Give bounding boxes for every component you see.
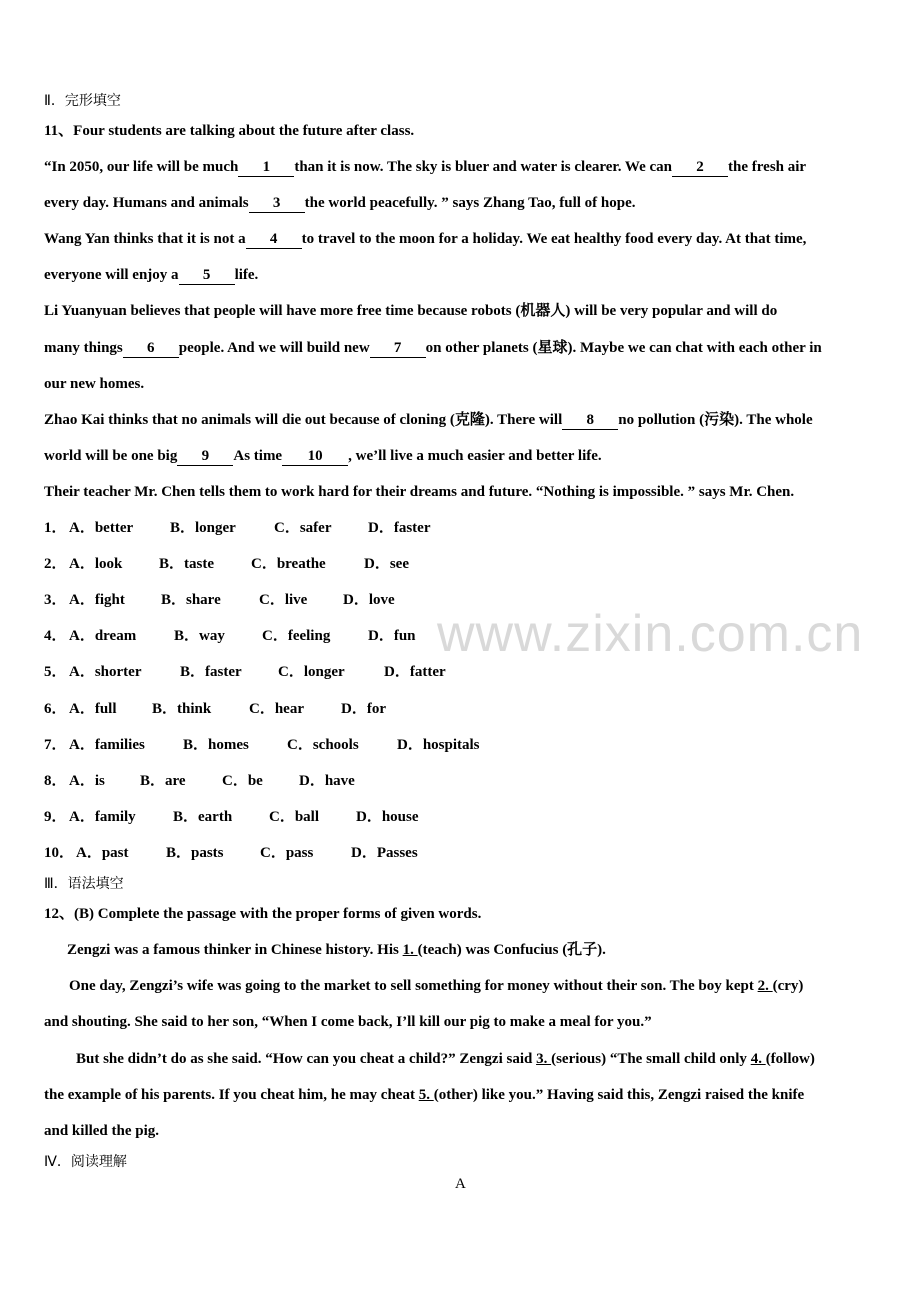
text: But she didn’t do as she said. “How can you cheat a child?” Zengzi said xyxy=(76,1051,537,1067)
grammar-blank-3: 3. xyxy=(536,1051,552,1067)
cloze-line-5: Li Yuanyuan believes that people will have more free time because robots (机器人) will be very popular and will do xyxy=(44,303,778,319)
grammar-blank-2: 2. xyxy=(757,978,773,994)
option-number: 3． xyxy=(44,592,67,609)
option-c[interactable]: C．live xyxy=(259,592,308,609)
cloze-line-10: Their teacher Mr. Chen tells them to work hard for their dreams and future. “Nothing is impossible. ” says Mr. Chen. xyxy=(44,484,795,500)
text: One day, Zengzi’s wife was going to the market to sell something for money without their son. The boy kept xyxy=(69,978,758,994)
text: Zhao Kai thinks that no animals will die out because of cloning (克隆). There will xyxy=(44,412,563,428)
option-d[interactable]: D．love xyxy=(343,592,395,609)
option-b[interactable]: B．pasts xyxy=(166,844,224,861)
text: the fresh air xyxy=(728,159,807,175)
option-c[interactable]: C．safer xyxy=(274,520,332,536)
blank-4: 4 xyxy=(246,231,302,249)
blank-1: 1 xyxy=(238,159,294,177)
text: the example of his parents. If you cheat him, he may cheat xyxy=(44,1087,419,1103)
text: (follow) xyxy=(765,1051,815,1067)
option-number: 9． xyxy=(44,808,67,825)
text: every day. Humans and animals xyxy=(44,195,249,211)
option-number: 2． xyxy=(44,556,67,573)
option-c[interactable]: C．schools xyxy=(287,736,359,753)
cloze-line-1 xyxy=(44,157,880,177)
grammar-blank-1: 1. xyxy=(402,942,418,958)
option-d[interactable]: D．fun xyxy=(368,628,416,645)
text: (teach) was Confucius (孔子). xyxy=(417,942,606,958)
option-a[interactable]: A．look xyxy=(69,556,123,573)
text: Wang Yan thinks that it is not a xyxy=(44,231,246,247)
cloze-line-8 xyxy=(44,410,880,430)
blank-8: 8 xyxy=(562,412,618,430)
option-number: 4． xyxy=(44,628,67,645)
text: (other) like you.” Having said this, Zengzi raised the knife xyxy=(433,1087,805,1103)
section-title-reading: Ⅳ．阅读理解 xyxy=(44,1154,127,1170)
cloze-line-3 xyxy=(44,229,880,249)
cloze-line-4 xyxy=(44,265,880,285)
text: As time xyxy=(233,448,283,464)
option-b[interactable]: B．faster xyxy=(180,664,242,681)
option-a[interactable]: A．dream xyxy=(69,628,137,645)
question-12-intro: 12、(B) Complete the passage with the proper forms of given words. xyxy=(44,906,482,922)
text: “In 2050, our life will be much xyxy=(44,159,239,175)
blank-5: 5 xyxy=(179,267,235,285)
option-number: 1． xyxy=(44,520,67,536)
option-d[interactable]: D．Passes xyxy=(351,844,418,861)
option-d[interactable]: D．house xyxy=(356,808,419,825)
grammar-blank-4: 4. xyxy=(750,1051,766,1067)
option-c[interactable]: C．be xyxy=(222,772,263,789)
grammar-line-1 xyxy=(67,940,880,960)
text: , we’ll live a much easier and better life. xyxy=(348,448,602,464)
option-d[interactable]: D．fatter xyxy=(384,664,446,681)
blank-3: 3 xyxy=(249,195,305,213)
option-number: 5． xyxy=(44,664,67,681)
blank-7: 7 xyxy=(370,340,426,358)
option-d[interactable]: D．faster xyxy=(368,520,431,536)
grammar-line-3: and shouting. She said to her son, “When I come back, I’ll kill our pig to make a meal for you.” xyxy=(44,1014,652,1030)
option-a[interactable]: A．shorter xyxy=(69,664,142,681)
option-d[interactable]: D．see xyxy=(364,556,409,573)
option-c[interactable]: C．breathe xyxy=(251,556,326,573)
option-a[interactable]: A．family xyxy=(69,808,136,825)
option-c[interactable]: C．hear xyxy=(249,700,304,717)
blank-9: 9 xyxy=(177,448,233,466)
option-d[interactable]: D．for xyxy=(341,700,386,717)
option-b[interactable]: B．think xyxy=(152,700,212,717)
option-b[interactable]: B．homes xyxy=(183,736,249,753)
option-number: 6． xyxy=(44,700,67,717)
option-a[interactable]: A．better xyxy=(69,520,134,536)
cloze-line-9 xyxy=(44,446,880,466)
text: to travel to the moon for a holiday. We eat healthy food every day. At that time, xyxy=(301,231,807,247)
text: on other planets (星球). Maybe we can chat with each other in xyxy=(425,340,822,356)
option-b[interactable]: B．longer xyxy=(170,520,236,536)
blank-6: 6 xyxy=(123,340,179,358)
option-b[interactable]: B．are xyxy=(140,772,186,789)
text: life. xyxy=(234,267,259,283)
text: no pollution (污染). The whole xyxy=(618,412,813,428)
option-b[interactable]: B．earth xyxy=(173,808,233,825)
blank-10: 10 xyxy=(282,448,348,466)
option-b[interactable]: B．way xyxy=(174,628,225,645)
option-d[interactable]: D．hospitals xyxy=(397,736,480,753)
option-c[interactable]: C．pass xyxy=(260,844,314,861)
grammar-line-6: and killed the pig. xyxy=(44,1123,160,1139)
grammar-blank-5: 5. xyxy=(418,1087,434,1103)
cloze-line-6 xyxy=(44,338,880,358)
cloze-line-7: our new homes. xyxy=(44,376,145,392)
text: everyone will enjoy a xyxy=(44,267,179,283)
text: (serious) “The small child only xyxy=(551,1051,751,1067)
watermark: www.zixin.com.cn xyxy=(437,605,864,663)
text: people. And we will build new xyxy=(178,340,370,356)
passage-letter: A xyxy=(455,1176,466,1192)
section-title-grammar: Ⅲ．语法填空 xyxy=(44,876,124,892)
text: the world peacefully. ” says Zhang Tao, full of hope. xyxy=(304,195,636,211)
blank-2: 2 xyxy=(672,159,728,177)
option-c[interactable]: C．longer xyxy=(278,664,345,681)
text: (cry) xyxy=(772,978,804,994)
option-b[interactable]: B．taste xyxy=(159,556,214,573)
option-number: 8． xyxy=(44,772,67,789)
option-c[interactable]: C．feeling xyxy=(262,628,331,645)
option-d[interactable]: D．have xyxy=(299,772,355,789)
option-a[interactable]: A．is xyxy=(69,772,105,789)
option-a[interactable]: A．past xyxy=(76,844,129,861)
text: many things xyxy=(44,340,123,356)
cloze-line-2 xyxy=(44,193,880,213)
option-b[interactable]: B．share xyxy=(161,592,221,609)
grammar-line-4 xyxy=(76,1049,880,1069)
option-c[interactable]: C．ball xyxy=(269,808,320,825)
option-number: 10． xyxy=(44,844,75,861)
option-a[interactable]: A．families xyxy=(69,736,145,753)
option-a[interactable]: A．full xyxy=(69,700,117,717)
text: world will be one big xyxy=(44,448,178,464)
section-title-cloze: Ⅱ．完形填空 xyxy=(44,93,121,109)
option-number: 7． xyxy=(44,736,67,753)
grammar-line-2 xyxy=(69,976,880,996)
text: than it is now. The sky is bluer and water is clearer. We can xyxy=(294,159,673,175)
question-11-intro: 11、Four students are talking about the future after class. xyxy=(44,123,415,139)
option-a[interactable]: A．fight xyxy=(69,592,125,609)
grammar-line-5 xyxy=(44,1085,880,1105)
text: Zengzi was a famous thinker in Chinese history. His xyxy=(67,942,403,958)
